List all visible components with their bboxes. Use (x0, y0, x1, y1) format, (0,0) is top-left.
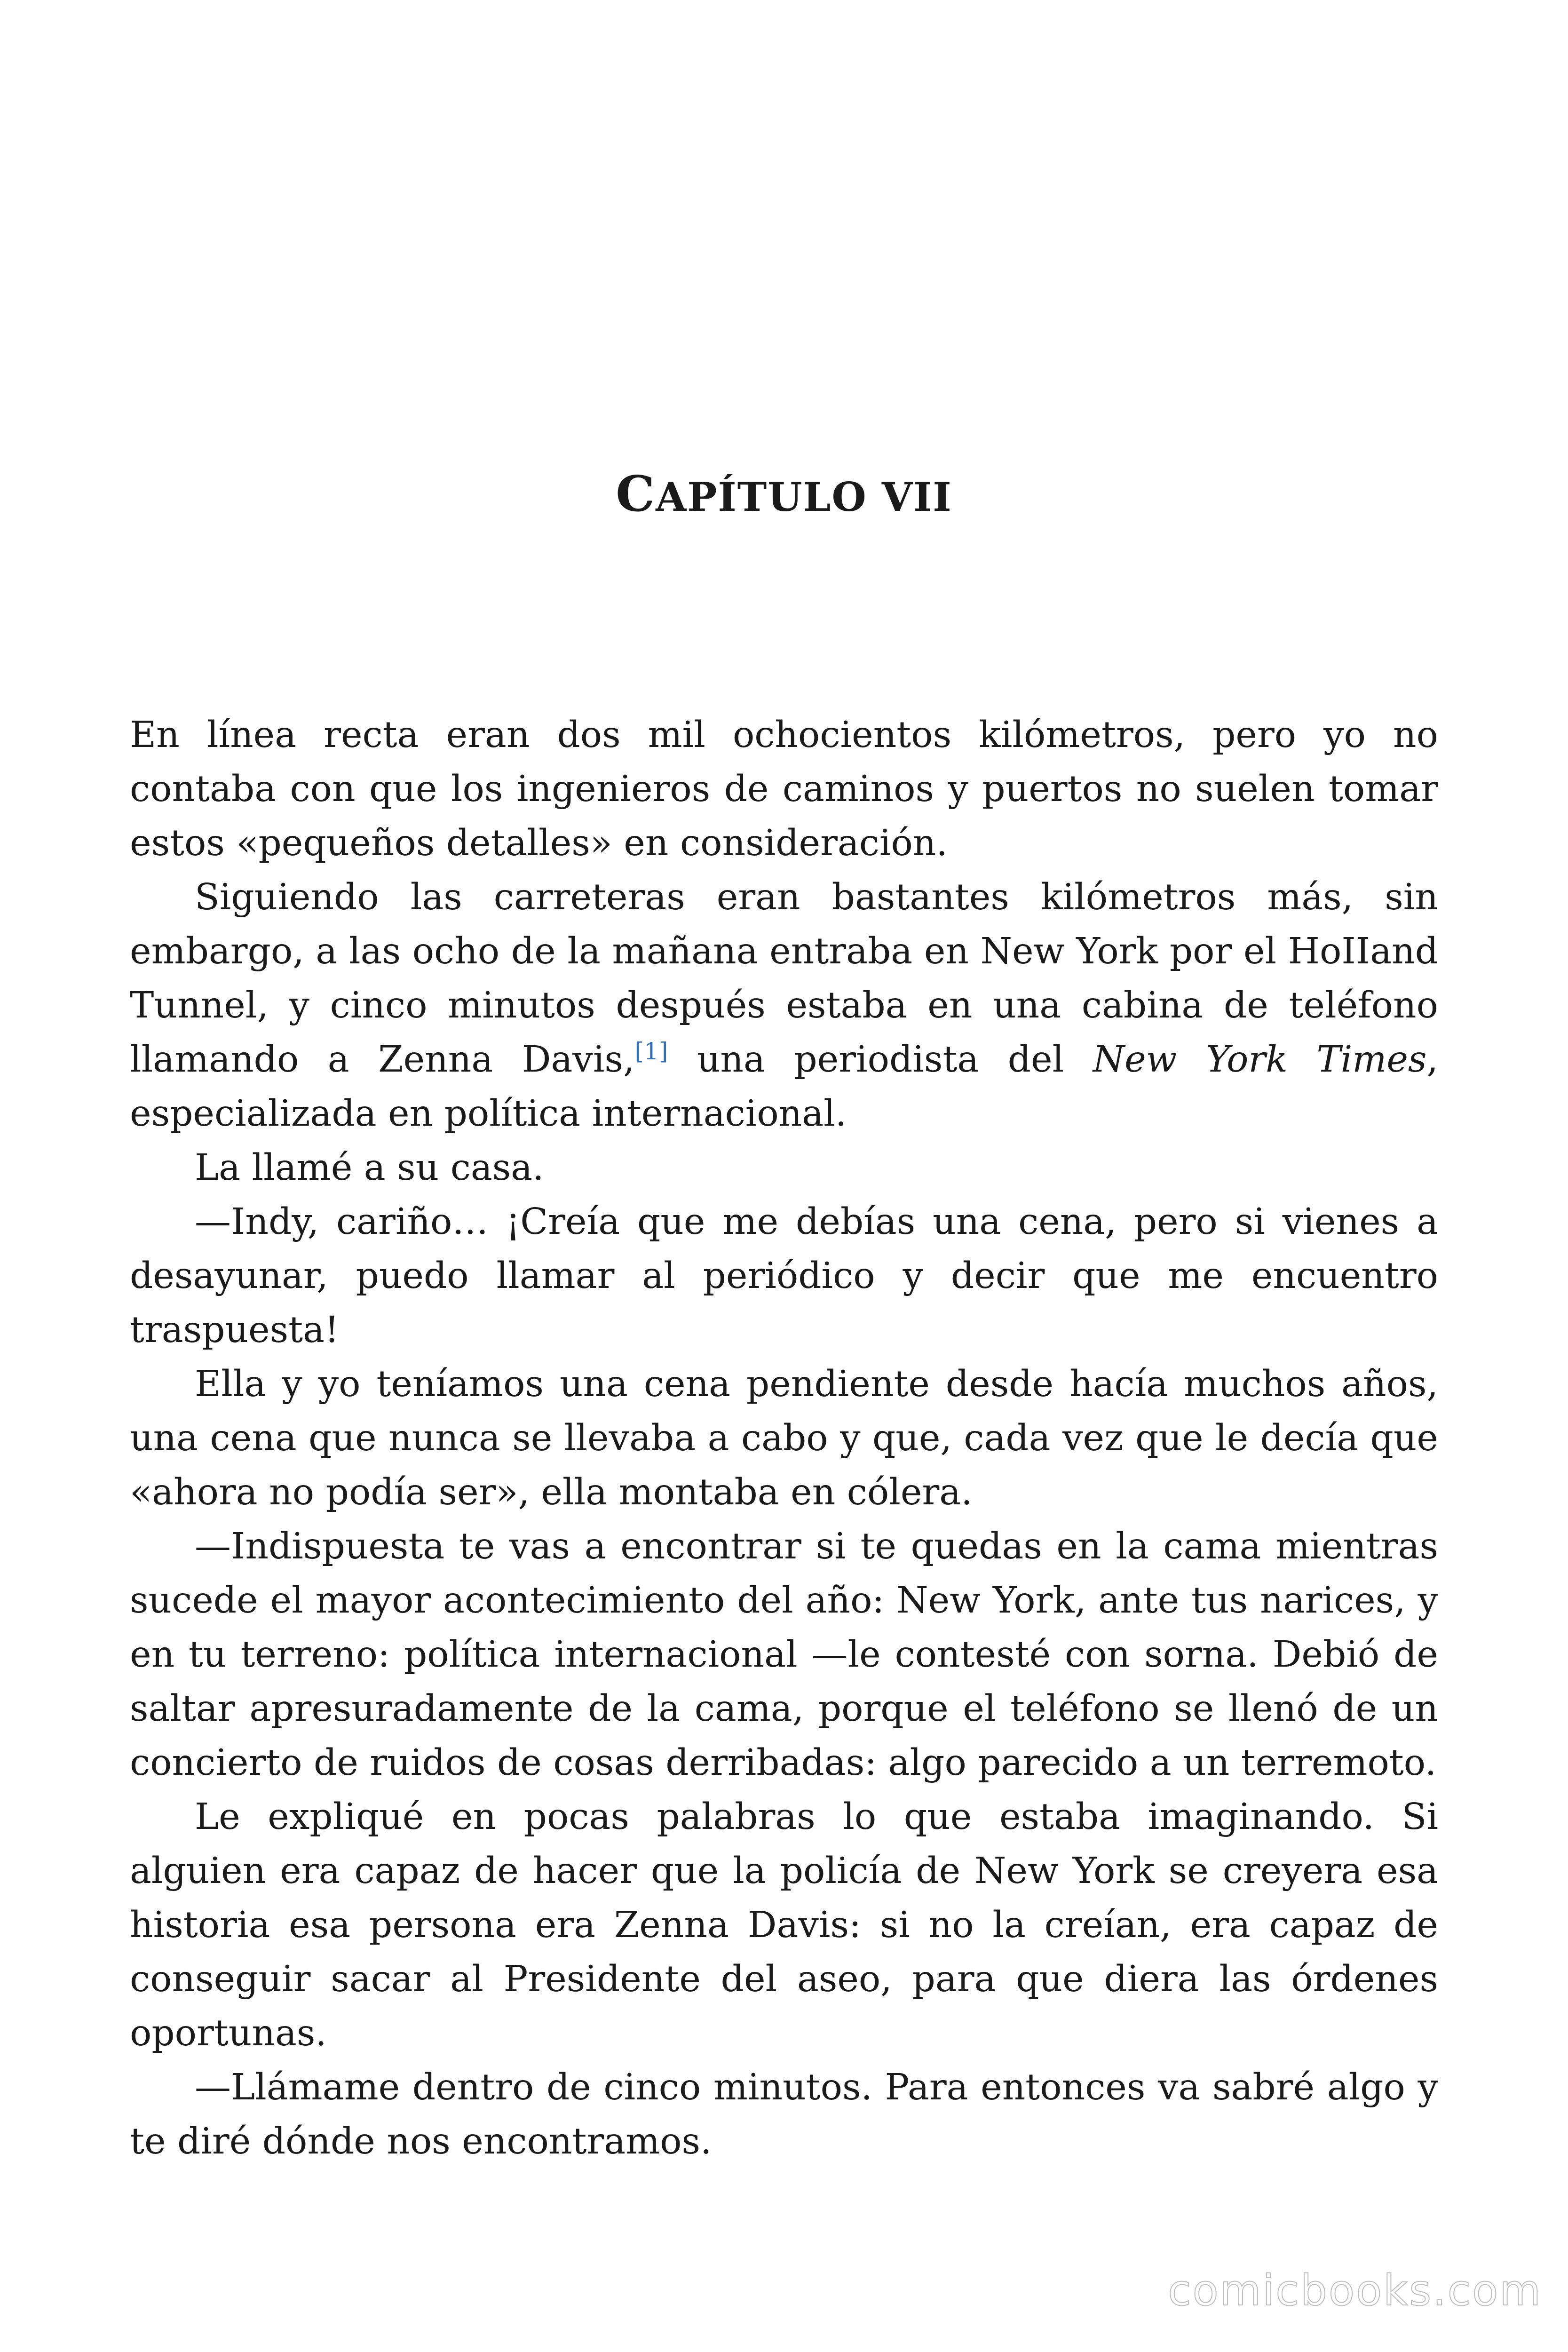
paragraph-4: —Indy, cariño… ¡Creía que me debías una cena, pero si vienes a desayunar, puedo llamar al periódico y decir que me encuentro traspuesta! (130, 1201, 1438, 1351)
paragraph-8: —Llámame dentro de cinco minutos. Para entonces va sabré algo y te diré dónde nos encontramos. (130, 2066, 1438, 2162)
chapter-body (130, 708, 1438, 2169)
paragraph-2-text: Siguiendo las carreteras eran bastantes kilómetros más, sin embargo, a las ocho de la mañana entraba en New York por el HoIIand Tunnel, y cinco minutos después estaba en una cabina de teléfono llamando a Zenna Davis, (130, 876, 1438, 1081)
paragraph-2-text-end: , especializada en política internacional. (130, 1039, 1439, 1135)
chapter-title-rest: APÍTULO VII (656, 474, 952, 520)
footnote-ref-link[interactable]: [1] (634, 1038, 668, 1065)
chapter-title-initial: C (616, 465, 656, 523)
paragraph-7: Le expliqué en pocas palabras lo que estaba imaginando. Si alguien era capaz de hacer que la policía de New York se creyera esa historia esa persona era Zenna Davis: si no la creían, era capaz de conseguir sacar al Presidente del aseo, para que diera las órdenes oportunas. (130, 1796, 1438, 2054)
paragraph-1: En línea recta eran dos mil ochocientos kilómetros, pero yo no contaba con que los ingenieros de caminos y puertos no suelen tomar estos «pequeños detalles» en consideración. (130, 714, 1438, 864)
paragraph-5: Ella y yo teníamos una cena pendiente desde hacía muchos años, una cena que nunca se llevaba a cabo y que, cada vez que le decía que «ahora no podía ser», ella montaba en cólera. (130, 1363, 1438, 1513)
watermark-logo: comicbooks.com (1168, 2266, 1542, 2315)
chapter-title (0, 463, 1568, 528)
paragraph-6: —Indispuesta te vas a encontrar si te quedas en la cama mientras sucede el mayor acontecimiento del año: New York, ante tus narices, y en tu terreno: política internacional —le contesté con sorna. Debió de saltar apresuradamente de la cama, porque el teléfono se llenó de un concierto de ruidos de cosas derribadas: algo parecido a un terremoto. (130, 1526, 1438, 1784)
paragraph-3: La llamé a su casa. (195, 1147, 544, 1189)
paragraph-2-text-cont: una periodista del (668, 1039, 1093, 1081)
newspaper-title: New York Times (1093, 1039, 1427, 1081)
paragraph-2 (130, 870, 1438, 1141)
